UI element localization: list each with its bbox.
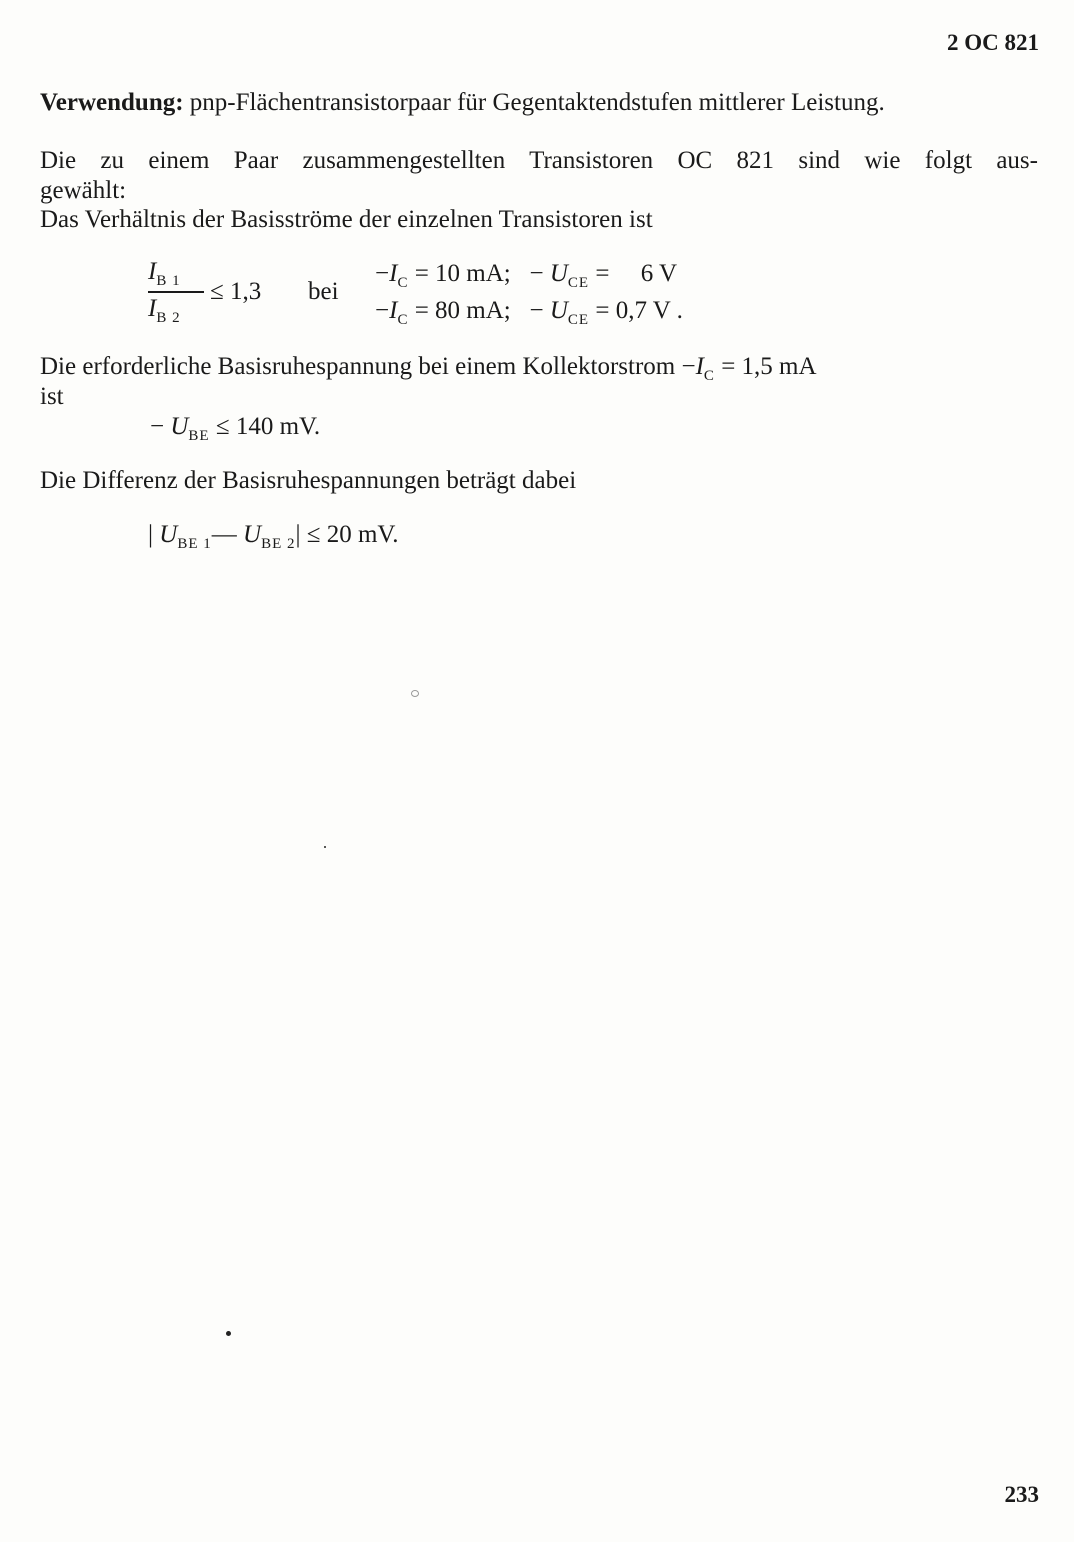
condition-line-2: $-I_C = 80$ mA; − $U_{CE} = 0,7$ V . bbox=[375, 297, 683, 328]
usage-line bbox=[40, 88, 885, 118]
difference-line: Die Differenz der Basisruhespannungen beträgt dabei bbox=[40, 467, 577, 494]
usage-text: pnp-Flächentransistorpaar für Gegentaktendstufen mittlerer Leistung. bbox=[189, 89, 885, 116]
ratio-bei: bei bbox=[308, 278, 339, 305]
intro-line-1: Die zu einem Paar zusammengestellten Transistoren OC 821 sind wie folgt aus- bbox=[40, 147, 1038, 174]
scan-speck bbox=[324, 846, 326, 848]
base-voltage-line-1: Die erforderliche Basisruhespannung bei einem Kollektorstrom $-I_C = 1,5$ mA bbox=[40, 353, 817, 384]
page-number: 233 bbox=[1004, 1482, 1039, 1507]
base-voltage-formula: − $U_{BE} \le 140$ mV. bbox=[150, 413, 321, 444]
condition-line-1: $-I_C = 10$ mA; − $U_{CE}$ = 6 V bbox=[375, 260, 678, 291]
base-voltage-line-2: ist bbox=[40, 383, 64, 410]
fraction-denominator: $I_{B 2}$ bbox=[148, 294, 181, 326]
base-current-ratio-fraction bbox=[148, 258, 206, 326]
scan-speck bbox=[226, 1331, 231, 1336]
intro-line-3: Das Verhältnis der Basisströme der einzelnen Transistoren ist bbox=[40, 206, 653, 233]
fraction-bar bbox=[148, 291, 204, 293]
ratio-relation: ≤ 1,3 bbox=[210, 278, 262, 305]
scan-speck bbox=[411, 690, 419, 697]
intro-line-2: gewählt: bbox=[40, 177, 127, 204]
difference-formula: | $U_{BE 1}—$ $U_{BE 2}| \le 20$ mV. bbox=[148, 521, 399, 552]
fraction-numerator: $I_{B 1}$ bbox=[148, 258, 181, 289]
usage-label: Verwendung: bbox=[40, 89, 184, 116]
datasheet-code: 2 OC 821 bbox=[947, 30, 1039, 55]
